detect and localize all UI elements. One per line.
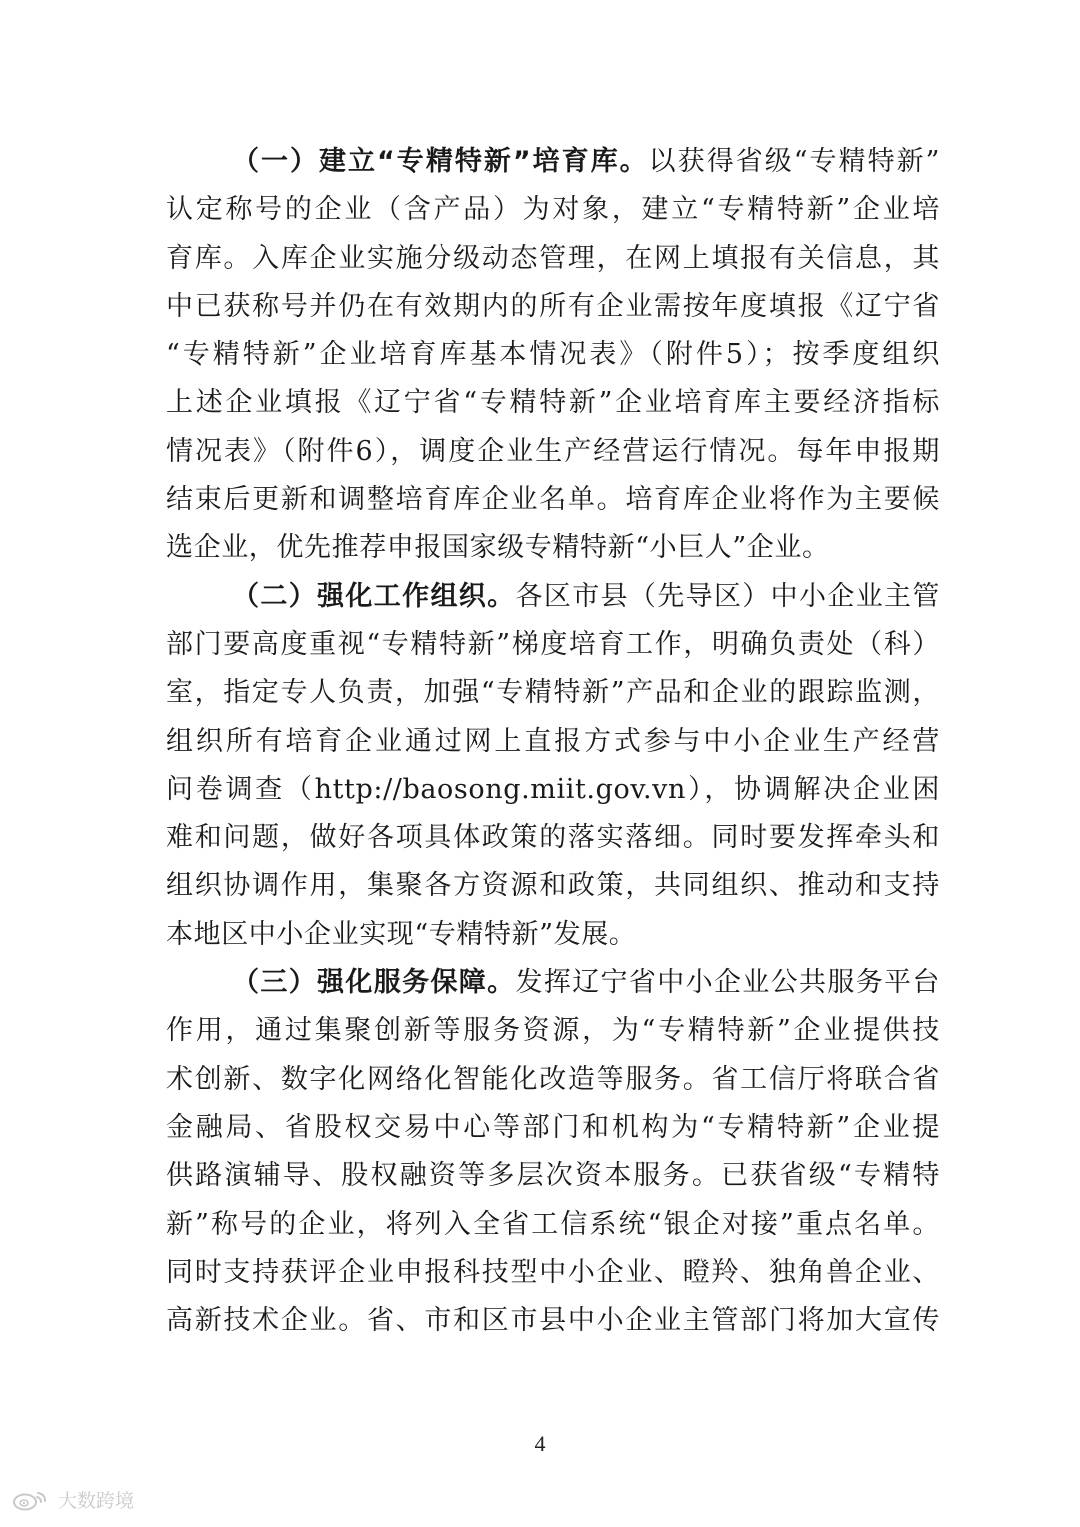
body-line: 新”称号的企业，将列入全省工信系统“银企对接”重点名单。 [166,1208,940,1240]
body-line: 认定称号的企业（含产品）为对象，建立“专精特新”企业培 [166,194,940,226]
body-line: 结束后更新和调整培育库企业名单。培育库企业将作为主要候 [166,484,940,516]
body-line: 组织协调作用，集聚各方资源和政策，共同组织、推动和支持 [166,870,940,902]
body-line: 高新技术企业。省、市和区市县中小企业主管部门将加大宣传 [166,1305,940,1337]
weibo-logo-icon [12,1489,50,1511]
body-line: “专精特新”企业培育库基本情况表》（附件5）；按季度组织 [166,339,940,371]
body-line: 本地区中小企业实现“专精特新”发展。 [166,918,637,950]
body-line: 组织所有培育企业通过网上直报方式参与中小企业生产经营 [166,725,940,757]
body-line: 金融局、省股权交易中心等部门和机构为“专精特新”企业提 [166,1111,940,1143]
section-heading: （一）建立“专精特新”培育库。 [232,146,649,177]
body-text: 以获得省级“专精特新” [648,146,940,177]
body-line: 上述企业填报《辽宁省“专精特新”企业培育库主要经济指标 [166,387,940,419]
document-body [166,138,940,1345]
body-text: 发挥辽宁省中小企业公共服务平台 [515,967,940,999]
paragraph-first-line [166,573,940,621]
body-line: 作用，通过集聚创新等服务资源，为“专精特新”企业提供技 [166,1015,940,1047]
body-line: 育库。入库企业实施分级动态管理，在网上填报有关信息，其 [166,242,940,274]
paragraph-first-line [166,959,940,1007]
body-line: 同时支持获评企业申报科技型中小企业、瞪羚、独角兽企业、 [166,1256,940,1288]
body-line: 室，指定专人负责，加强“专精特新”产品和企业的跟踪监测， [166,677,940,709]
body-line: 选企业，优先推荐申报国家级专精特新“小巨人”企业。 [166,532,830,564]
body-line: 中已获称号并仍在有效期内的所有企业需按年度填报《辽宁省 [166,290,940,322]
body-line: 难和问题，做好各项具体政策的落实落细。同时要发挥牵头和 [166,822,940,854]
body-line: 术创新、数字化网络化智能化改造等服务。省工信厅将联合省 [166,1063,940,1095]
body-line: 情况表》（附件6），调度企业生产经营运行情况。每年申报期 [166,435,940,467]
paragraph-1 [166,138,940,573]
watermark [12,1486,134,1513]
watermark-text: 大数跨境 [58,1490,135,1512]
body-line: 供路演辅导、股权融资等多层次资本服务。已获省级“专精特 [166,1160,940,1192]
paragraph-2 [166,573,940,959]
page-number: 4 [534,1431,546,1456]
body-line: 部门要高度重视“专精特新”梯度培育工作，明确负责处（科） [166,628,940,660]
body-line: 问卷调查（http://baosong.miit.gov.vn），协调解决企业困 [166,773,940,805]
section-heading: （三）强化服务保障。 [232,967,516,999]
paragraph-first-line [166,138,940,186]
paragraph-3 [166,959,940,1345]
section-heading: （二）强化工作组织。 [232,580,516,612]
body-text: 各区市县（先导区）中小企业主管 [515,580,940,612]
